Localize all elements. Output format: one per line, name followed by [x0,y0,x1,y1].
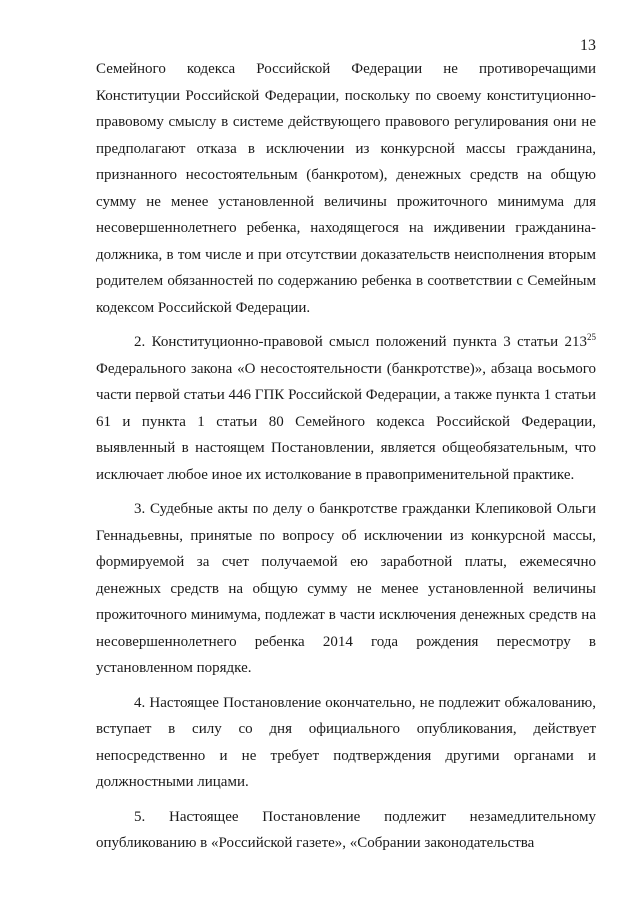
paragraph-5: 5. Настоящее Постановление подлежит незамедлительному опубликованию в «Российской газете», «Собрании законодательства [96,808,596,851]
paragraph-2 [96,329,596,488]
document-body [96,56,596,865]
paragraph-continuation: Семейного кодекса Российской Федерации не противоречащими Конституции Российской Федерации, поскольку по своему конституционно-правовому смыслу в системе действующего правового регулирования они не предполагают отказа в исключении из конкурсной массы гражданина, признанного несостоятельным (банкротом), денежных средств на общую сумму не менее установленной величины прожиточного минимума для несовершеннолетнего ребенка, находящегося на иждивении гражданина-должника, в том числе и при отсутствии доказательств неисполнения вторым родителем обязанностей по содержанию ребенка в соответствии с Семейным кодексом Российской Федерации. [96,61,596,316]
page-number: 13 [580,37,596,54]
paragraph-3: 3. Судебные акты по делу о банкротстве гражданки Клепиковой Ольги Геннадьевны, принятые по вопросу об исключении из конкурсной массы, формируемой за счет получаемой ею заработной платы, ежемесячно денежных средств на общую сумму не менее установленной величины прожиточного минимума, подлежат в части исключения денежных средств на несовершеннолетнего ребенка 2014 года рождения пересмотру в установленном порядке. [96,501,596,676]
footnote-superscript: 25 [587,332,596,342]
paragraph-4: 4. Настоящее Постановление окончательно, не подлежит обжалованию, вступает в силу со дня официального опубликования, действует непосредственно и не требует подтверждения другими органами и должностными лицами. [96,694,596,790]
paragraph-2-text-start: 2. Конституционно-правовой смысл положений пункта 3 статьи 213 [134,334,587,350]
paragraph-2-text-end: Федерального закона «О несостоятельности (банкротстве)», абзаца восьмого части первой статьи 446 ГПК Российской Федерации, а также пункта 1 статьи 61 и пункта 1 статьи 80 Семейного кодекса Российской Федерации, выявленный в настоящем Постановлении, является общеобязательным, что исключает любое иное их истолкование в правоприменительной практике. [96,360,596,483]
